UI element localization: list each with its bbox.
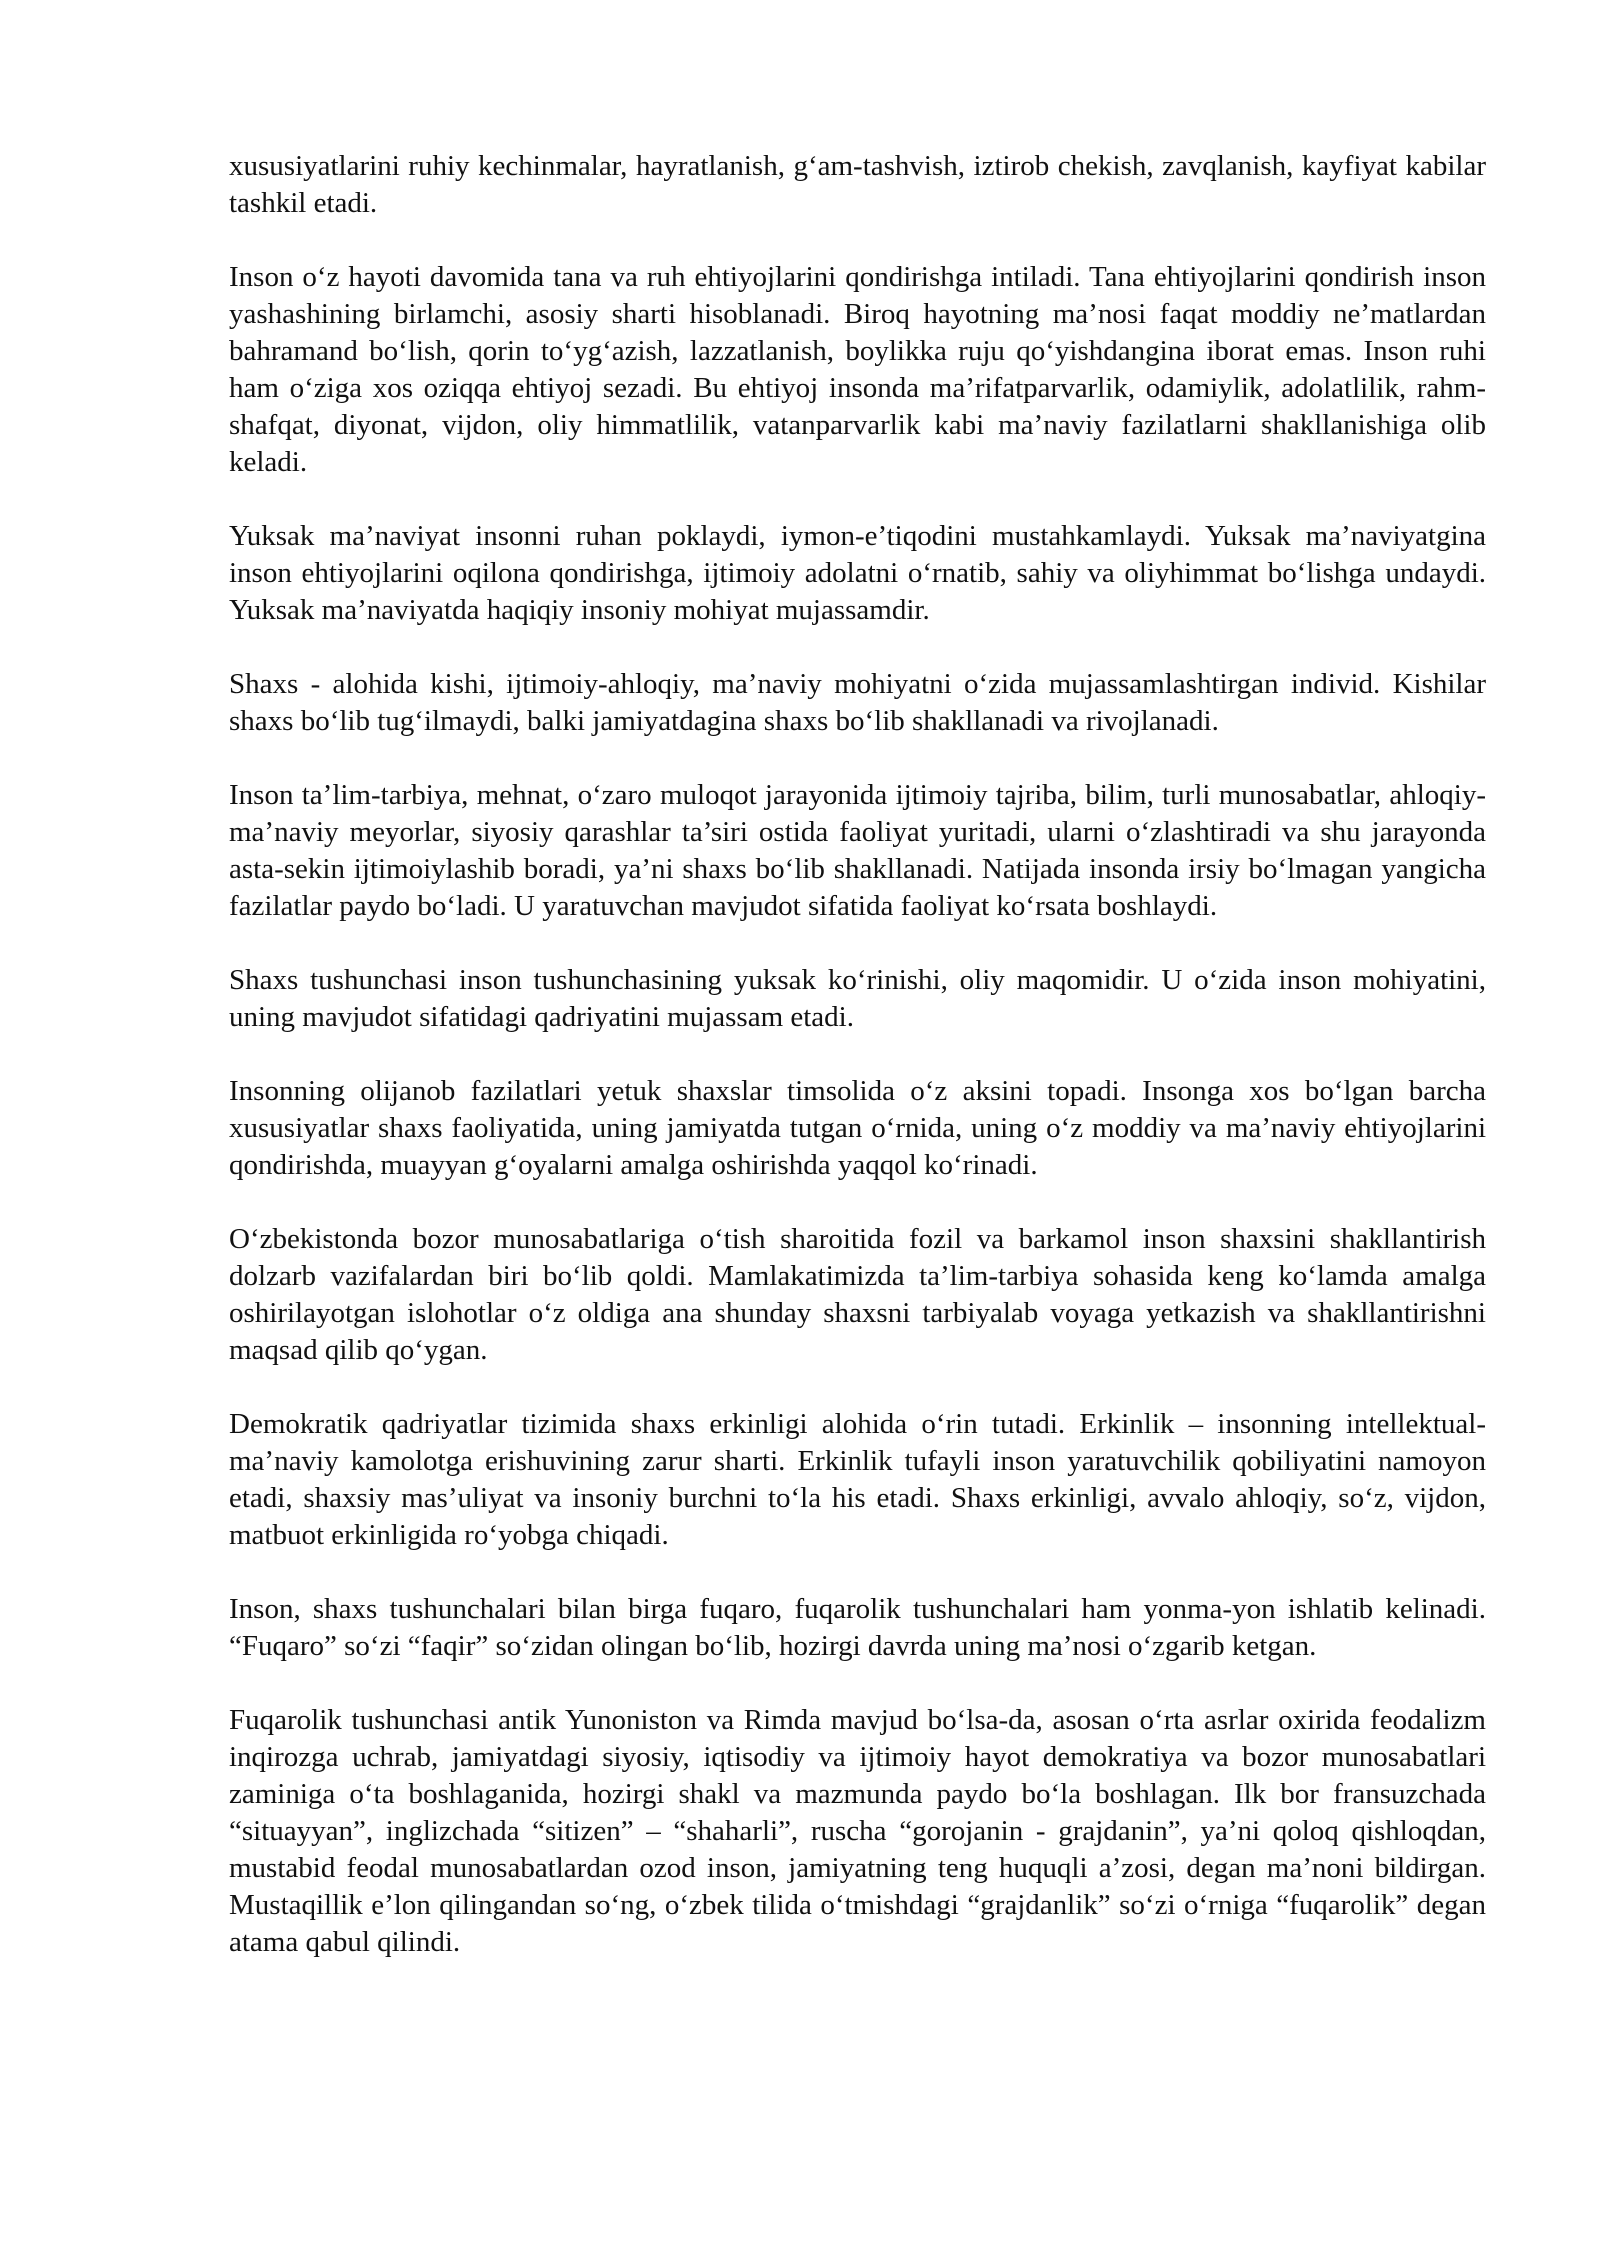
paragraph-5: Inson ta’lim-tarbiya, mehnat, o‘zaro muloqot jarayonida ijtimoiy tajriba, bilim, turli munosabatlar, ahloqiy-ma’naviy meyorlar, siyosiy qarashlar ta’siri ostida faoliyat yuritadi, ularni o‘zlashtiradi va shu jarayonda asta-sekin ijtimoiylashib boradi, ya’ni shaxs bo‘lib shakllanadi. Natijada insonda irsiy bo‘lmagan yangicha fazilatlar paydo bo‘ladi. U yaratuvchan mavjudot sifatida faoliyat ko‘rsata boshlaydi. [229,779,1486,922]
paragraph-8: O‘zbekistonda bozor munosabatlariga o‘tish sharoitida fozil va barkamol inson shaxsini shakllantirish dolzarb vazifalardan biri bo‘lib qoldi. Mamlakatimizda ta’lim-tarbiya sohasida keng ko‘lamda amalga oshirilayotgan islohotlar o‘z oldiga ana shunday shaxsni tarbiyalab voyaga yetkazish va shakllantirishni maqsad qilib qo‘ygan. [229,1223,1486,1366]
paragraph-11: Fuqarolik tushunchasi antik Yunoniston va Rimda mavjud bo‘lsa-da, asosan o‘rta asrlar oxirida feodalizm inqirozga uchrab, jamiyatdagi siyosiy, iqtisodiy va ijtimoiy hayot demokratiya va bozor munosabatlari zaminiga o‘ta boshlaganida, hozirgi shakl va mazmunda paydo bo‘la boshlagan. Ilk bor fransuzchada “situayyan”, inglizchada “sitizen” – “shaharli”, ruscha “gorojanin - grajdanin”, ya’ni qoloq qishloqdan, mustabid feodal munosabatlardan ozod inson, jamiyatning teng huquqli a’zosi, degan ma’noni bildirgan. Mustaqillik e’lon qilingandan so‘ng, o‘zbek tilida o‘tmishdagi “grajdanlik” so‘zi o‘rniga “fuqarolik” degan atama qabul qilindi. [229,1704,1486,1958]
paragraph-10: Inson, shaxs tushunchalari bilan birga fuqaro, fuqarolik tushunchalari ham yonma-yon ishlatib kelinadi. “Fuqaro” so‘zi “faqir” so‘zidan olingan bo‘lib, hozirgi davrda uning ma’nosi o‘zgarib ketgan. [229,1593,1486,1662]
paragraph-9: Demokratik qadriyatlar tizimida shaxs erkinligi alohida o‘rin tutadi. Erkinlik – insonning intellektual-ma’naviy kamolotga erishuvining zarur sharti. Erkinlik tufayli inson yaratuvchilik qobiliyatini namoyon etadi, shaxsiy mas’uliyat va insoniy burchni to‘la his etadi. Shaxs erkinligi, avvalo ahloqiy, so‘z, vijdon, matbuot erkinligida ro‘yobga chiqadi. [229,1408,1486,1551]
document-body [229,148,1486,1961]
paragraph-7: Insonning olijanob fazilatlari yetuk shaxslar timsolida o‘z aksini topadi. Insonga xos bo‘lgan barcha xususiyatlar shaxs faoliyatida, uning jamiyatda tutgan o‘rnida, uning o‘z moddiy va ma’naviy ehtiyojlarini qondirishda, muayyan g‘oyalarni amalga oshirishda yaqqol ko‘rinadi. [229,1075,1486,1181]
paragraph-6: Shaxs tushunchasi inson tushunchasining yuksak ko‘rinishi, oliy maqomidir. U o‘zida inson mohiyatini, uning mavjudot sifatidagi qadriyatini mujassam etadi. [229,964,1486,1033]
paragraph-1: xususiyatlarini ruhiy kechinmalar, hayratlanish, g‘am-tashvish, iztirob chekish, zavqlanish, kayfiyat kabilar tashkil etadi. [229,150,1486,219]
paragraph-2: Inson o‘z hayoti davomida tana va ruh ehtiyojlarini qondirishga intiladi. Tana ehtiyojlarini qondirish inson yashashining birlamchi, asosiy sharti hisoblanadi. Biroq hayotning ma’nosi faqat moddiy ne’matlardan bahramand bo‘lish, qorin to‘yg‘azish, lazzatlanish, boylikka ruju qo‘yishdangina iborat emas. Inson ruhi ham o‘ziga xos oziqqa ehtiyoj sezadi. Bu ehtiyoj insonda ma’rifatparvarlik, odamiylik, adolatlilik, rahm-shafqat, diyonat, vijdon, oliy himmatlilik, vatanparvarlik kabi ma’naviy fazilatlarni shakllanishiga olib keladi. [229,261,1486,478]
paragraph-4: Shaxs - alohida kishi, ijtimoiy-ahloqiy, ma’naviy mohiyatni o‘zida mujassamlashtirgan individ. Kishilar shaxs bo‘lib tug‘ilmaydi, balki jamiyatdagina shaxs bo‘lib shakllanadi va rivojlanadi. [229,668,1486,737]
paragraph-3: Yuksak ma’naviyat insonni ruhan poklaydi, iymon-e’tiqodini mustahkamlaydi. Yuksak ma’naviyatgina inson ehtiyojlarini oqilona qondirishga, ijtimoiy adolatni o‘rnatib, sahiy va oliyhimmat bo‘lishga undaydi. Yuksak ma’naviyatda haqiqiy insoniy mohiyat mujassamdir. [229,520,1486,626]
